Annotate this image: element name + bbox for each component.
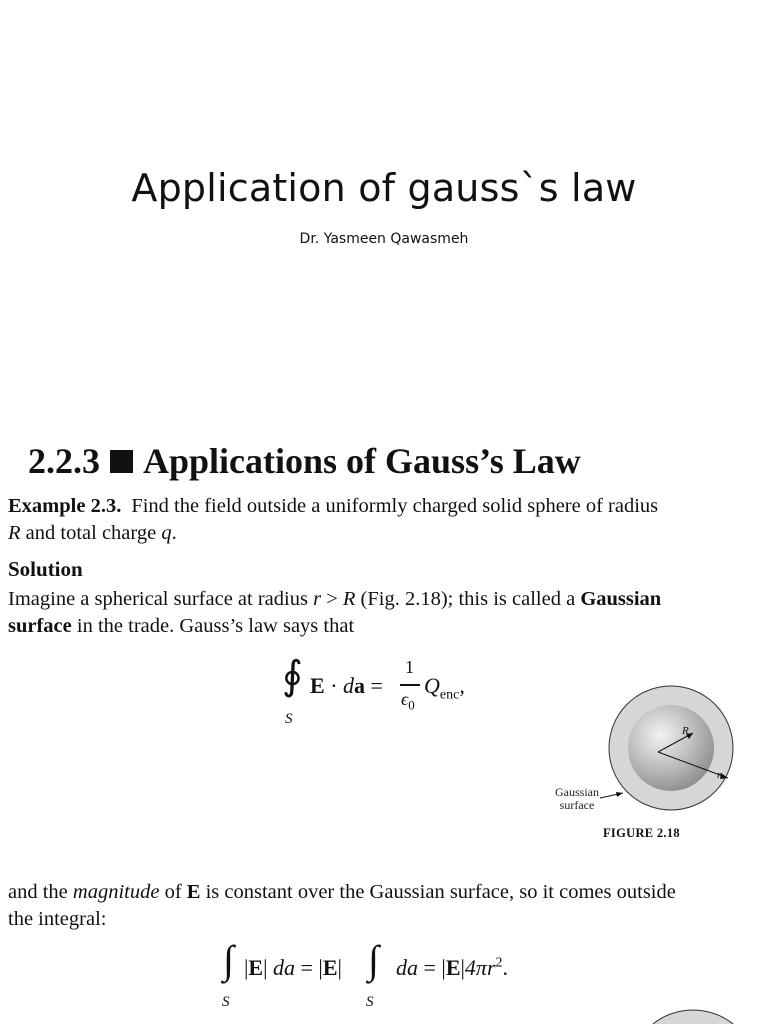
section-heading: [28, 440, 581, 482]
charge-Q: Q: [424, 673, 440, 698]
equation1-comma: ,: [459, 673, 465, 698]
eq2-vector-E-3: E: [445, 955, 461, 980]
para2-text-line2: the integral:: [8, 908, 107, 930]
example-text-line1: Find the field outside a uniformly charged solid sphere of radius: [131, 495, 659, 517]
solution-text-line2: in the trade. Gauss’s law says that: [71, 615, 355, 637]
eq2-result: 4πr: [464, 955, 496, 980]
eq2-end: .: [502, 955, 509, 980]
integral-subscript-2: S: [366, 994, 374, 1010]
abs-left-2: |: [318, 955, 323, 980]
example-var-q: q: [161, 522, 172, 544]
integral-sign-2: ∫: [368, 937, 379, 982]
dot-operator: ·: [324, 673, 344, 698]
para2-text-b: of: [159, 881, 187, 903]
label-R: R: [682, 725, 689, 737]
eq2-vector-E-1: E: [248, 955, 264, 980]
square-bullet-icon: [110, 450, 133, 473]
equation2-rhs: [396, 955, 508, 981]
differential-d: d: [343, 673, 355, 698]
para2-vector-E: E: [186, 881, 201, 903]
example-text-line2: and total charge: [20, 522, 162, 544]
section-title: Applications of Gauss’s Law: [143, 441, 581, 481]
charged-sphere: [628, 705, 714, 791]
slide-author: Dr. Yasmeen Qawasmeh: [299, 231, 469, 247]
abs-right-3: |: [460, 955, 465, 980]
para2-magnitude: magnitude: [72, 881, 160, 903]
gaussian-label-line2: surface: [559, 798, 595, 812]
abs-right-2: |: [337, 955, 342, 980]
example-text-end: .: [171, 522, 177, 544]
gaussian-label-line1: Gaussian: [555, 785, 599, 799]
charge-subscript: enc: [439, 687, 460, 703]
example-paragraph: [8, 493, 760, 547]
label-r: r: [717, 769, 722, 781]
closed-integral-sign: ∮: [282, 653, 303, 698]
eq2-equals-2: =: [418, 955, 442, 980]
fraction-denominator: [401, 689, 415, 714]
eq2-vector-E-2: E: [322, 955, 338, 980]
solution-var-R: R: [342, 588, 356, 610]
fraction-bar: [400, 684, 420, 686]
abs-left-1: |: [244, 955, 249, 980]
eq2-da-1: da: [267, 955, 295, 980]
solution-gt: >: [321, 588, 343, 610]
gaussian-surface-label: [548, 786, 606, 812]
equation2-lhs: [244, 955, 342, 981]
next-figure-partial: [645, 1005, 740, 1024]
para2-text-c: is constant over the Gaussian surface, so it comes outside: [200, 881, 676, 903]
solution-label: Solution: [8, 557, 83, 581]
solution-bold-surface: surface: [8, 615, 72, 637]
eq2-power: 2: [495, 955, 503, 971]
eq2-equals: =: [295, 955, 319, 980]
para2-text-a: and the: [8, 881, 73, 903]
fraction-numerator: 1: [405, 657, 414, 677]
section-number: 2.2.3: [28, 441, 100, 481]
solution-text-b: (Fig. 2.18); this is called a: [355, 588, 581, 610]
example-label: Example 2.3.: [8, 495, 122, 517]
solution-bold-gaussian: Gaussian: [580, 588, 662, 610]
abs-right-1: |: [263, 955, 268, 980]
example-var-R: R: [8, 522, 21, 544]
integral-sign-1: ∫: [223, 937, 234, 982]
equation1-rhs: [424, 673, 465, 703]
figure-caption: FIGURE 2.18: [603, 826, 680, 840]
solution-var-r: r: [313, 588, 322, 610]
vector-a: a: [354, 673, 366, 698]
vector-E: E: [310, 673, 325, 698]
solution-text-a: Imagine a spherical surface at radius: [8, 588, 314, 610]
abs-left-3: |: [441, 955, 446, 980]
magnitude-paragraph: [8, 879, 760, 933]
epsilon-symbol: ϵ: [401, 689, 409, 709]
epsilon-subscript: 0: [408, 697, 415, 713]
integral-subscript-1: S: [222, 994, 230, 1010]
eq2-da-2: da: [396, 955, 418, 980]
slide-title: Application of gauss`s law: [131, 166, 637, 210]
solution-paragraph: [8, 586, 760, 640]
integral-subscript: S: [285, 711, 293, 727]
equation1-lhs: [310, 673, 383, 699]
equals-sign: =: [365, 673, 383, 698]
